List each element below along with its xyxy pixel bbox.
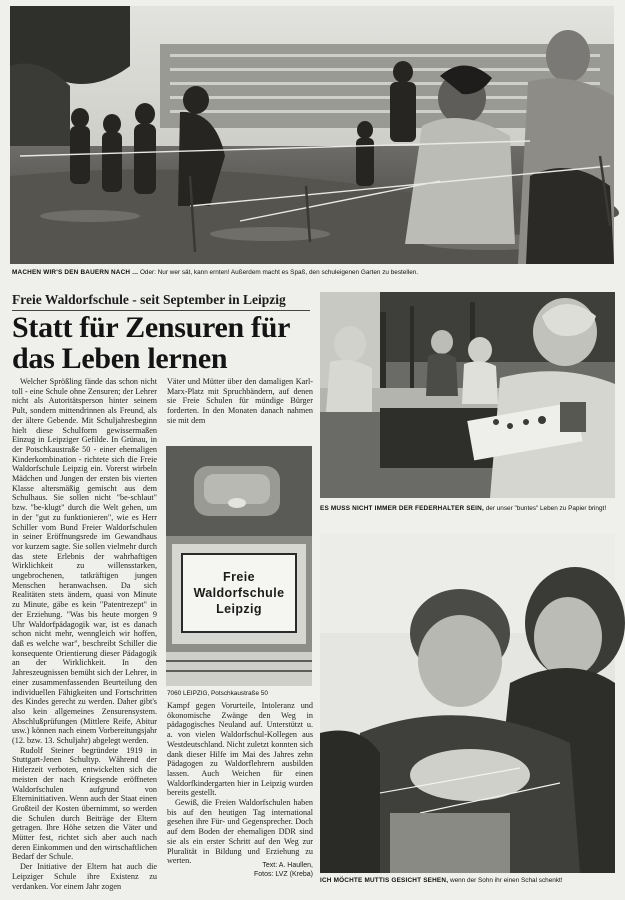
knitting-photo bbox=[320, 533, 615, 873]
column-2-bottom-paragraph-2: Gewiß, die Freien Waldorfschulen haben bis auf den heutigen Tag international gesehen ihre Für- und Gegensprecher. Doch auf dem Boden der ehemaligen DDR sind sie als ein erster Schritt auf den Weg zur Pluralität in Bildung und Erziehung zu werten. bbox=[167, 798, 313, 866]
sign-line-3: Leipzig bbox=[216, 602, 262, 616]
sign-line-2: Waldorfschule bbox=[193, 586, 285, 600]
top-caption-text: Oder: Nur wer sät, kann ernten! Außerdem macht es Spaß, den schuleigenen Garten zu bestellen. bbox=[139, 269, 419, 276]
column-1-paragraph-3: Der Initiative der Eltern hat auch die Leipziger Schule ihre Existenz zu verdanken. Vor einem Jahr zogen bbox=[12, 862, 157, 891]
headline-line-2: das Leben lernen bbox=[12, 342, 228, 375]
article-column-1 bbox=[12, 377, 157, 891]
sign-photo-caption: 7060 LEIPZIG, Potschkaustraße 50 bbox=[167, 690, 268, 697]
column-2-bottom-paragraph-1: Kampf gegen Vorurteile, Intoleranz und ökonomische Zwänge den Weg in pädagogisches Neuland auf. Unterstützt u. a. von vielen Waldorfschul-Kollegen aus Westdeutschland. Nicht zuletzt konnten sich dank dieser Hilfe im Mai des Jahres zehn Pädagogen zu Waldorflehrern ausbilden lassen. Auch Weichen für einen Waldorfkindergarten hier in Leipzig wurden bereits gestellt. bbox=[167, 701, 313, 798]
classroom-caption-lead: ES MUSS NICHT IMMER DER FEDERHALTER SEIN, bbox=[320, 505, 484, 512]
school-sign-plate bbox=[181, 553, 297, 633]
knitting-caption-text: wenn der Sohn ihr einen Schal schenkt! bbox=[449, 877, 563, 884]
sign-line-1: Freie bbox=[223, 570, 255, 584]
top-photo-caption bbox=[12, 269, 418, 277]
column-1-paragraph-2: Rudolf Steiner begründete 1919 in Stuttgart-Jenen Schultyp. Während der Hitlerzeit verboten, entwickelten sich die meisten der nach Kriegsende eröffneten Waldorfschulen aufgrund von Elterninitiativen. Wenn auch der Staat einen Großteil der Kosten übernimmt, so werden die Schulen durch Beiträge der Eltern getragen. Ihre Höhe setzen die Väter und Mütter fest, richtet sich aber auch nach deren Einkommen und den wirtschaftlichen Bedarf der Schule. bbox=[12, 745, 157, 862]
column-1-paragraph-1: Welcher Sprößling fände das schon nicht toll - eine Schule ohne Zensuren; der Lehrer nicht als Autoritätsperson hinter seinem Pult, sondern mittendrinnen als Freund, als der ältere Gebende. Mit Schuljahresbeginn hielt diese Schulform gewissermaßen Einzug in Leipziger Gefilde. In Grünau, in der Potschkaustraße 50 - einer ehemaligen Kinderkombination - richtete sich die Freie Waldorfschule Leipzig ein. Vorerst wirbeln Mädchen und Jungen der ersten bis vierten Klasse altersmäßig gemischt aus dem Schulhaus. Sie sollen nicht "be-schlaut" bzw. "be-klugt" durch die Welt gehen, um in der "gut zu funktionieren", wie es Herr Schiller vom Bund Freier Waldorfschulen in seiner Eröffnungsrede im Gewandhaus vor kurzem sagte. Sie sollen vielmehr durch das stete Erlebnis der wahrhaftigen Wirklichkeit zu willensstarken, ungebrochenen, tatkräftigen jungen Menschen heranwachsen. Da sich Realitäten stets ändern, quasi von Minute zu Minute, gäbe es kein "Patentrezept" in der Erziehung. "Was bis heute morgen 9 Uhr Waldorfpädagogik war, ist es danach schon nicht mehr, wenngleich wir hoffen, daß es welche war", beschreibt Schiller die konsequente Orientierung dieser Pädagogik an der Wirklichkeit. In den Jahreszeugnissen bemüht sich der Lehrer, in einer zusammenfassenden Beurteilung den individuellen Fähigkeiten und Fortschritten des Kindes gerecht zu werden. Daher gibt's also kein allgemeines Zensurensystem. Abschlußprüfungen (Mittlere Reife, Abitur usw.) können nach einem Vorbereitungsjahr (12. bzw. 13. Schuljahr) abgelegt werden. bbox=[12, 377, 157, 746]
photo-credit: Fotos: LVZ (Kreba) bbox=[253, 871, 313, 878]
top-caption-lead: MACHEN WIR'S DEN BAUERN NACH ... bbox=[12, 269, 139, 276]
article-column-2-top bbox=[167, 377, 313, 437]
top-photo-gardening bbox=[10, 6, 614, 264]
author-credit: Text: A. Haullen, bbox=[262, 862, 313, 869]
article-credits bbox=[167, 861, 313, 879]
classroom-caption-text: der unser "buntes" Leben zu Papier bringt! bbox=[485, 505, 607, 512]
column-2-top-paragraph: Väter und Mütter über den damaligen Karl-Marx-Platz mit Spruchbändern, auf denen sie Freie Schulen für mündige Bürger forderten. In den Monaten danach nahmen sie mit dem bbox=[167, 377, 313, 425]
knitting-photo-caption bbox=[320, 877, 563, 885]
knitting-caption-lead: ICH MÖCHTE MUTTIS GESICHT SEHEN, bbox=[320, 877, 449, 884]
classroom-photo-caption bbox=[320, 505, 606, 513]
headline-line-1: Statt für Zensuren für bbox=[12, 311, 291, 344]
article-kicker: Freie Waldorfschule - seit September in Leipzig bbox=[12, 292, 286, 307]
classroom-photo bbox=[320, 292, 615, 498]
article-headline bbox=[12, 312, 312, 374]
